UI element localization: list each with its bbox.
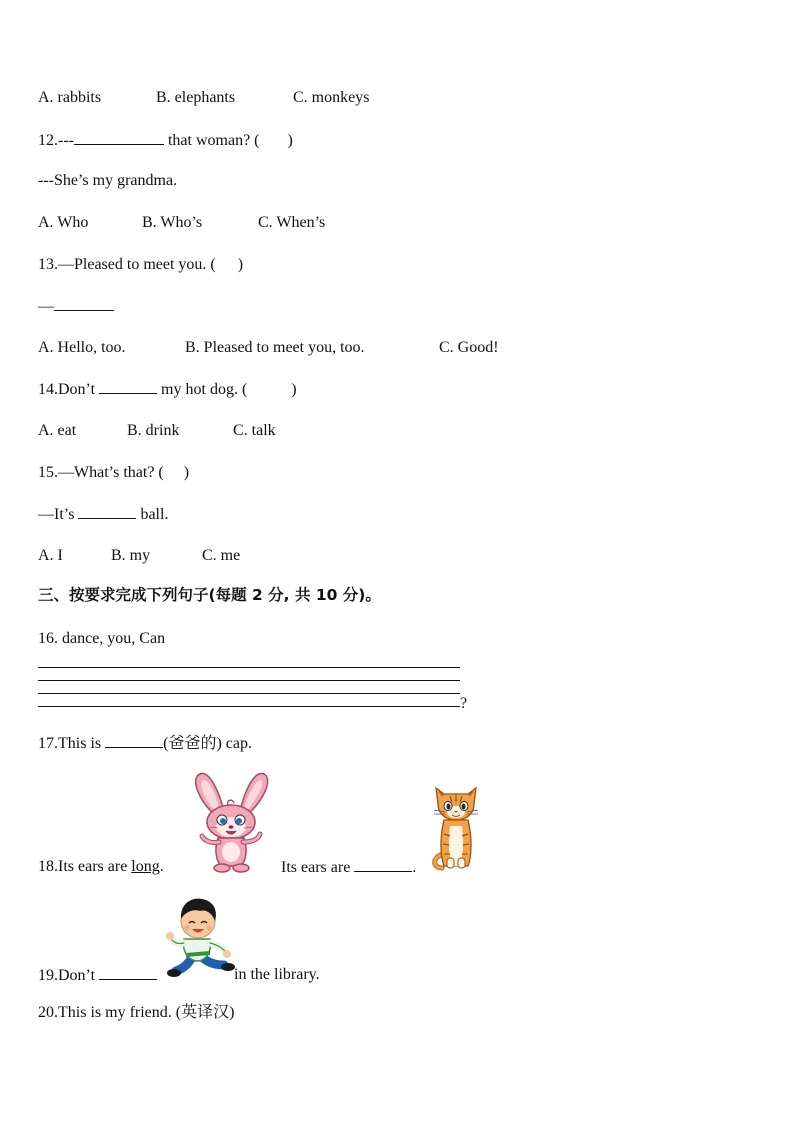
q11-option-a: A. rabbits: [38, 89, 102, 106]
q13-question: [38, 255, 243, 275]
q19-blank[interactable]: [99, 965, 157, 980]
q12-option-a: A. Who: [38, 214, 89, 231]
q16-prompt: 16. dance, you, Can: [38, 630, 166, 647]
q18-blank[interactable]: [354, 857, 412, 872]
q17-suffix: (爸爸的) cap.: [163, 735, 252, 752]
q12-prefix: 12.---: [38, 132, 74, 149]
q11-option-c: C. monkeys: [293, 89, 370, 106]
q12-paren-close: ): [287, 132, 293, 149]
q20-prompt: 20.This is my friend. (英译汉): [38, 1004, 235, 1021]
q18-second-question: [281, 857, 416, 878]
q18-question: [38, 857, 164, 877]
q12-question: [38, 130, 293, 151]
section3-heading: 三、按要求完成下列句子(每题 2 分, 共 10 分)。: [38, 586, 381, 604]
q13-option-a: A. Hello, too.: [38, 339, 126, 356]
q17-blank[interactable]: [105, 733, 163, 748]
q14-blank[interactable]: [99, 379, 157, 394]
q12-option-c: C. When’s: [258, 214, 326, 231]
q14-question: [38, 379, 297, 400]
q12-blank[interactable]: [74, 130, 164, 145]
q14-suffix: my hot dog. (: [161, 381, 248, 398]
q19-prefix: 19.Don’t: [38, 967, 96, 984]
q14-option-b: B. drink: [127, 422, 180, 439]
q16-writing-line-3[interactable]: [38, 693, 460, 694]
q14-prefix: 14.Don’t: [38, 381, 96, 398]
q12-suffix: that woman? (: [167, 132, 260, 149]
q15-option-c: C. me: [202, 547, 241, 564]
q13-option-b: B. Pleased to meet you, too.: [185, 339, 365, 356]
q15-option-b: B. my: [111, 547, 151, 564]
q18-second-suffix: .: [412, 859, 417, 876]
q15-option-a: A. I: [38, 547, 63, 564]
q17-prefix: 17.This is: [38, 735, 102, 752]
q15-paren-close: ): [183, 464, 190, 481]
q15-blank[interactable]: [78, 504, 136, 519]
q18-prefix: 18.Its ears are: [38, 858, 128, 875]
cat-illustration: [430, 782, 482, 872]
q15-question: [38, 463, 189, 483]
q18-second-prefix: Its ears are: [281, 859, 351, 876]
q15-answer-suffix: ball.: [140, 506, 169, 523]
q15-prompt: 15.—What’s that? (: [38, 464, 164, 481]
q19-question: [38, 965, 157, 986]
q16-writing-line-2[interactable]: [38, 680, 460, 681]
q13-blank[interactable]: [54, 296, 114, 311]
q19-suffix: in the library.: [234, 966, 320, 983]
q12-answer-line: ---She’s my grandma.: [38, 172, 178, 189]
q17-question: [38, 733, 252, 754]
q16-writing-line-4[interactable]: [38, 706, 460, 707]
q12-option-b: B. Who’s: [142, 214, 203, 231]
q13-reply: [38, 296, 114, 317]
q13-dash: —: [38, 298, 54, 315]
rabbit-illustration: [188, 770, 274, 874]
q18-period: .: [159, 858, 164, 875]
q15-reply: [38, 504, 168, 525]
q13-paren-close: ): [237, 256, 244, 273]
q13-prompt: 13.—Pleased to meet you. (: [38, 256, 216, 273]
running-boy-illustration: [166, 895, 236, 981]
q13-option-c: C. Good!: [439, 339, 499, 356]
q15-answer-prefix: —It’s: [38, 506, 75, 523]
q11-option-b: B. elephants: [156, 89, 236, 106]
q14-option-c: C. talk: [233, 422, 276, 439]
q18-word-long: long: [131, 858, 160, 875]
q16-question-mark: ?: [460, 695, 468, 712]
q14-paren-close: ): [291, 381, 297, 398]
q16-writing-line-1[interactable]: [38, 667, 460, 668]
q14-option-a: A. eat: [38, 422, 77, 439]
